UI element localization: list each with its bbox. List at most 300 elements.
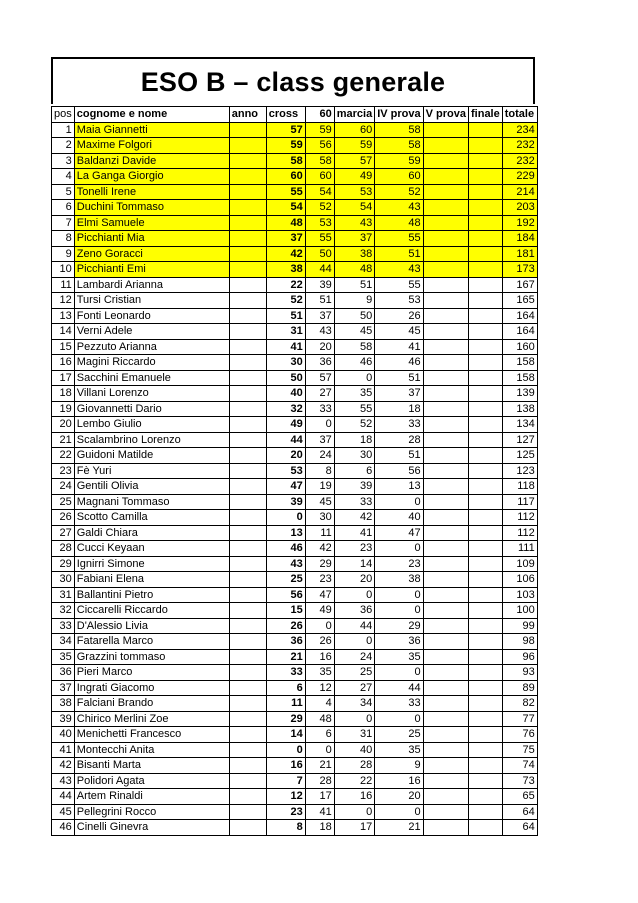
cell-60: 27 — [305, 386, 334, 402]
cell-v-prova — [423, 122, 468, 138]
cell-v-prova — [423, 789, 468, 805]
header-totale: totale — [502, 107, 537, 123]
cell-anno — [229, 820, 266, 836]
cell-60: 57 — [305, 370, 334, 386]
table-row — [52, 494, 538, 510]
table-row — [52, 789, 538, 805]
cell-cross: 29 — [266, 711, 305, 727]
cell-name: Ciccarelli Riccardo — [74, 603, 229, 619]
cell-60: 0 — [305, 618, 334, 634]
cell-anno — [229, 324, 266, 340]
table-row — [52, 649, 538, 665]
cell-cross: 53 — [266, 463, 305, 479]
table-row — [52, 510, 538, 526]
cell-60: 4 — [305, 696, 334, 712]
cell-v-prova — [423, 417, 468, 433]
table-row — [52, 758, 538, 774]
cell-cross: 52 — [266, 293, 305, 309]
cell-cross: 16 — [266, 758, 305, 774]
cell-pos: 11 — [52, 277, 75, 293]
cell-v-prova — [423, 339, 468, 355]
cell-iv-prova: 58 — [375, 138, 423, 154]
cell-iv-prova: 45 — [375, 324, 423, 340]
cell-v-prova — [423, 386, 468, 402]
cell-totale: 82 — [502, 696, 537, 712]
cell-totale: 234 — [502, 122, 537, 138]
cell-marcia: 9 — [334, 293, 374, 309]
table-row — [52, 401, 538, 417]
table-row — [52, 370, 538, 386]
cell-finale — [469, 711, 503, 727]
cell-name: Ingrati Giacomo — [74, 680, 229, 696]
cell-pos: 14 — [52, 324, 75, 340]
cell-pos: 10 — [52, 262, 75, 278]
cell-iv-prova: 51 — [375, 246, 423, 262]
cell-iv-prova: 38 — [375, 572, 423, 588]
cell-name: Sacchini Emanuele — [74, 370, 229, 386]
cell-v-prova — [423, 820, 468, 836]
cell-v-prova — [423, 804, 468, 820]
cell-cross: 15 — [266, 603, 305, 619]
cell-totale: 167 — [502, 277, 537, 293]
cell-anno — [229, 727, 266, 743]
cell-60: 28 — [305, 773, 334, 789]
cell-finale — [469, 742, 503, 758]
cell-finale — [469, 479, 503, 495]
cell-v-prova — [423, 758, 468, 774]
cell-totale: 125 — [502, 448, 537, 464]
cell-60: 58 — [305, 153, 334, 169]
cell-cross: 25 — [266, 572, 305, 588]
cell-60: 37 — [305, 308, 334, 324]
cell-anno — [229, 758, 266, 774]
cell-marcia: 36 — [334, 603, 374, 619]
cell-iv-prova: 43 — [375, 262, 423, 278]
cell-name: Menichetti Francesco — [74, 727, 229, 743]
cell-pos: 19 — [52, 401, 75, 417]
cell-totale: 73 — [502, 773, 537, 789]
cell-pos: 37 — [52, 680, 75, 696]
cell-cross: 56 — [266, 587, 305, 603]
cell-name: Lembo Giulio — [74, 417, 229, 433]
cell-pos: 1 — [52, 122, 75, 138]
table-row — [52, 479, 538, 495]
cell-totale: 160 — [502, 339, 537, 355]
table-row — [52, 556, 538, 572]
cell-name: La Ganga Giorgio — [74, 169, 229, 185]
cell-60: 17 — [305, 789, 334, 805]
cell-iv-prova: 37 — [375, 386, 423, 402]
cell-pos: 22 — [52, 448, 75, 464]
table-row — [52, 463, 538, 479]
cell-v-prova — [423, 432, 468, 448]
cell-anno — [229, 184, 266, 200]
cell-60: 21 — [305, 758, 334, 774]
cell-pos: 28 — [52, 541, 75, 557]
cell-pos: 2 — [52, 138, 75, 154]
cell-finale — [469, 339, 503, 355]
cell-name: Lambardi Arianna — [74, 277, 229, 293]
cell-name: D'Alessio Livia — [74, 618, 229, 634]
cell-cross: 0 — [266, 742, 305, 758]
cell-marcia: 41 — [334, 525, 374, 541]
cell-v-prova — [423, 696, 468, 712]
table-row — [52, 293, 538, 309]
cell-anno — [229, 742, 266, 758]
cell-pos: 20 — [52, 417, 75, 433]
cell-v-prova — [423, 184, 468, 200]
cell-60: 51 — [305, 293, 334, 309]
cell-v-prova — [423, 324, 468, 340]
cell-pos: 9 — [52, 246, 75, 262]
cell-finale — [469, 665, 503, 681]
cell-v-prova — [423, 293, 468, 309]
cell-name: Ballantini Pietro — [74, 587, 229, 603]
cell-finale — [469, 758, 503, 774]
cell-anno — [229, 789, 266, 805]
cell-iv-prova: 9 — [375, 758, 423, 774]
cell-finale — [469, 277, 503, 293]
cell-totale: 173 — [502, 262, 537, 278]
cell-cross: 33 — [266, 665, 305, 681]
table-row — [52, 525, 538, 541]
cell-60: 23 — [305, 572, 334, 588]
cell-iv-prova: 59 — [375, 153, 423, 169]
cell-finale — [469, 649, 503, 665]
cell-pos: 39 — [52, 711, 75, 727]
cell-iv-prova: 55 — [375, 277, 423, 293]
cell-cross: 11 — [266, 696, 305, 712]
cell-totale: 229 — [502, 169, 537, 185]
cell-finale — [469, 293, 503, 309]
cell-finale — [469, 153, 503, 169]
cell-name: Tonelli Irene — [74, 184, 229, 200]
cell-v-prova — [423, 727, 468, 743]
cell-iv-prova: 28 — [375, 432, 423, 448]
cell-v-prova — [423, 308, 468, 324]
table-row — [52, 153, 538, 169]
cell-v-prova — [423, 649, 468, 665]
cell-cross: 42 — [266, 246, 305, 262]
cell-marcia: 44 — [334, 618, 374, 634]
cell-pos: 16 — [52, 355, 75, 371]
cell-marcia: 17 — [334, 820, 374, 836]
cell-name: Zeno Goracci — [74, 246, 229, 262]
cell-finale — [469, 603, 503, 619]
cell-marcia: 59 — [334, 138, 374, 154]
cell-60: 39 — [305, 277, 334, 293]
cell-marcia: 0 — [334, 370, 374, 386]
cell-finale — [469, 417, 503, 433]
cell-finale — [469, 246, 503, 262]
cell-cross: 12 — [266, 789, 305, 805]
cell-60: 36 — [305, 355, 334, 371]
cell-iv-prova: 23 — [375, 556, 423, 572]
cell-anno — [229, 200, 266, 216]
cell-iv-prova: 40 — [375, 510, 423, 526]
cell-finale — [469, 308, 503, 324]
cell-name: Galdi Chiara — [74, 525, 229, 541]
cell-name: Scotto Camilla — [74, 510, 229, 526]
cell-cross: 36 — [266, 634, 305, 650]
cell-anno — [229, 448, 266, 464]
cell-pos: 43 — [52, 773, 75, 789]
cell-60: 8 — [305, 463, 334, 479]
cell-cross: 31 — [266, 324, 305, 340]
cell-marcia: 0 — [334, 587, 374, 603]
cell-marcia: 18 — [334, 432, 374, 448]
cell-v-prova — [423, 680, 468, 696]
cell-v-prova — [423, 603, 468, 619]
cell-pos: 31 — [52, 587, 75, 603]
cell-pos: 42 — [52, 758, 75, 774]
cell-marcia: 55 — [334, 401, 374, 417]
cell-finale — [469, 680, 503, 696]
cell-marcia: 20 — [334, 572, 374, 588]
table-row — [52, 169, 538, 185]
cell-totale: 232 — [502, 138, 537, 154]
cell-pos: 30 — [52, 572, 75, 588]
cell-60: 43 — [305, 324, 334, 340]
cell-marcia: 25 — [334, 665, 374, 681]
cell-pos: 46 — [52, 820, 75, 836]
cell-v-prova — [423, 634, 468, 650]
cell-totale: 158 — [502, 355, 537, 371]
cell-name: Pellegrini Rocco — [74, 804, 229, 820]
cell-iv-prova: 44 — [375, 680, 423, 696]
cell-finale — [469, 432, 503, 448]
cell-iv-prova: 21 — [375, 820, 423, 836]
cell-anno — [229, 231, 266, 247]
cell-iv-prova: 0 — [375, 603, 423, 619]
cell-anno — [229, 665, 266, 681]
table-row — [52, 820, 538, 836]
cell-iv-prova: 18 — [375, 401, 423, 417]
cell-cross: 7 — [266, 773, 305, 789]
cell-anno — [229, 773, 266, 789]
cell-iv-prova: 41 — [375, 339, 423, 355]
cell-totale: 76 — [502, 727, 537, 743]
cell-totale: 192 — [502, 215, 537, 231]
cell-iv-prova: 26 — [375, 308, 423, 324]
cell-totale: 65 — [502, 789, 537, 805]
cell-totale: 203 — [502, 200, 537, 216]
cell-60: 45 — [305, 494, 334, 510]
cell-name: Gentili Olivia — [74, 479, 229, 495]
cell-name: Pieri Marco — [74, 665, 229, 681]
cell-60: 42 — [305, 541, 334, 557]
cell-pos: 18 — [52, 386, 75, 402]
ranking-table — [51, 106, 538, 836]
cell-pos: 6 — [52, 200, 75, 216]
table-row — [52, 262, 538, 278]
table-row — [52, 804, 538, 820]
cell-anno — [229, 680, 266, 696]
header-iv-prova: IV prova — [375, 107, 423, 123]
cell-v-prova — [423, 231, 468, 247]
cell-anno — [229, 246, 266, 262]
cell-cross: 23 — [266, 804, 305, 820]
cell-cross: 40 — [266, 386, 305, 402]
cell-anno — [229, 804, 266, 820]
cell-pos: 33 — [52, 618, 75, 634]
cell-marcia: 48 — [334, 262, 374, 278]
cell-pos: 8 — [52, 231, 75, 247]
cell-pos: 34 — [52, 634, 75, 650]
cell-finale — [469, 572, 503, 588]
cell-anno — [229, 711, 266, 727]
cell-marcia: 38 — [334, 246, 374, 262]
cell-pos: 41 — [52, 742, 75, 758]
cell-anno — [229, 634, 266, 650]
cell-totale: 75 — [502, 742, 537, 758]
cell-iv-prova: 43 — [375, 200, 423, 216]
cell-finale — [469, 541, 503, 557]
cell-totale: 112 — [502, 510, 537, 526]
cell-name: Montecchi Anita — [74, 742, 229, 758]
cell-pos: 24 — [52, 479, 75, 495]
header-marcia: marcia — [334, 107, 374, 123]
cell-iv-prova: 33 — [375, 696, 423, 712]
table-row — [52, 215, 538, 231]
cell-anno — [229, 215, 266, 231]
cell-totale: 64 — [502, 820, 537, 836]
cell-marcia: 42 — [334, 510, 374, 526]
cell-anno — [229, 169, 266, 185]
cell-anno — [229, 510, 266, 526]
cell-totale: 165 — [502, 293, 537, 309]
table-row — [52, 665, 538, 681]
cell-60: 44 — [305, 262, 334, 278]
cell-cross: 6 — [266, 680, 305, 696]
cell-totale: 232 — [502, 153, 537, 169]
cell-marcia: 43 — [334, 215, 374, 231]
cell-marcia: 57 — [334, 153, 374, 169]
table-row — [52, 742, 538, 758]
cell-cross: 57 — [266, 122, 305, 138]
cell-finale — [469, 820, 503, 836]
cell-anno — [229, 122, 266, 138]
cell-pos: 44 — [52, 789, 75, 805]
cell-cross: 22 — [266, 277, 305, 293]
header-anno: anno — [229, 107, 266, 123]
cell-iv-prova: 0 — [375, 494, 423, 510]
cell-marcia: 37 — [334, 231, 374, 247]
cell-iv-prova: 51 — [375, 448, 423, 464]
cell-v-prova — [423, 401, 468, 417]
cell-finale — [469, 463, 503, 479]
cell-totale: 138 — [502, 401, 537, 417]
cell-pos: 23 — [52, 463, 75, 479]
cell-iv-prova: 20 — [375, 789, 423, 805]
cell-cross: 44 — [266, 432, 305, 448]
cell-pos: 12 — [52, 293, 75, 309]
cell-pos: 21 — [52, 432, 75, 448]
cell-name: Elmi Samuele — [74, 215, 229, 231]
cell-marcia: 52 — [334, 417, 374, 433]
cell-marcia: 34 — [334, 696, 374, 712]
cell-totale: 64 — [502, 804, 537, 820]
cell-cross: 50 — [266, 370, 305, 386]
cell-finale — [469, 386, 503, 402]
cell-60: 30 — [305, 510, 334, 526]
cell-cross: 55 — [266, 184, 305, 200]
cell-v-prova — [423, 572, 468, 588]
cell-totale: 96 — [502, 649, 537, 665]
cell-totale: 123 — [502, 463, 537, 479]
header-60: 60 — [305, 107, 334, 123]
header-finale: finale — [469, 107, 503, 123]
cell-v-prova — [423, 370, 468, 386]
cell-anno — [229, 696, 266, 712]
cell-pos: 7 — [52, 215, 75, 231]
cell-name: Verni Adele — [74, 324, 229, 340]
cell-cross: 20 — [266, 448, 305, 464]
cell-marcia: 27 — [334, 680, 374, 696]
cell-cross: 43 — [266, 556, 305, 572]
cell-60: 18 — [305, 820, 334, 836]
table-row — [52, 448, 538, 464]
table-row — [52, 324, 538, 340]
cell-marcia: 14 — [334, 556, 374, 572]
cell-marcia: 50 — [334, 308, 374, 324]
cell-totale: 181 — [502, 246, 537, 262]
cell-iv-prova: 33 — [375, 417, 423, 433]
cell-anno — [229, 525, 266, 541]
cell-pos: 25 — [52, 494, 75, 510]
cell-anno — [229, 277, 266, 293]
cell-totale: 139 — [502, 386, 537, 402]
cell-name: Villani Lorenzo — [74, 386, 229, 402]
cell-60: 20 — [305, 339, 334, 355]
table-row — [52, 680, 538, 696]
cell-cross: 21 — [266, 649, 305, 665]
cell-finale — [469, 215, 503, 231]
cell-name: Ignirri Simone — [74, 556, 229, 572]
cell-marcia: 28 — [334, 758, 374, 774]
cell-name: Cinelli Ginevra — [74, 820, 229, 836]
cell-pos: 40 — [52, 727, 75, 743]
cell-marcia: 0 — [334, 711, 374, 727]
cell-60: 29 — [305, 556, 334, 572]
cell-marcia: 60 — [334, 122, 374, 138]
cell-finale — [469, 727, 503, 743]
cell-anno — [229, 370, 266, 386]
cell-v-prova — [423, 773, 468, 789]
cell-60: 19 — [305, 479, 334, 495]
cell-cross: 46 — [266, 541, 305, 557]
cell-v-prova — [423, 494, 468, 510]
cell-pos: 13 — [52, 308, 75, 324]
cell-60: 56 — [305, 138, 334, 154]
cell-iv-prova: 47 — [375, 525, 423, 541]
cell-cross: 48 — [266, 215, 305, 231]
cell-finale — [469, 804, 503, 820]
cell-pos: 36 — [52, 665, 75, 681]
cell-60: 33 — [305, 401, 334, 417]
cell-v-prova — [423, 665, 468, 681]
cell-name: Giovannetti Dario — [74, 401, 229, 417]
cell-totale: 77 — [502, 711, 537, 727]
header-pos: pos — [52, 107, 75, 123]
cell-60: 16 — [305, 649, 334, 665]
cell-marcia: 39 — [334, 479, 374, 495]
cell-finale — [469, 556, 503, 572]
cell-finale — [469, 773, 503, 789]
cell-v-prova — [423, 463, 468, 479]
cell-name: Tursi Cristian — [74, 293, 229, 309]
cell-iv-prova: 35 — [375, 742, 423, 758]
